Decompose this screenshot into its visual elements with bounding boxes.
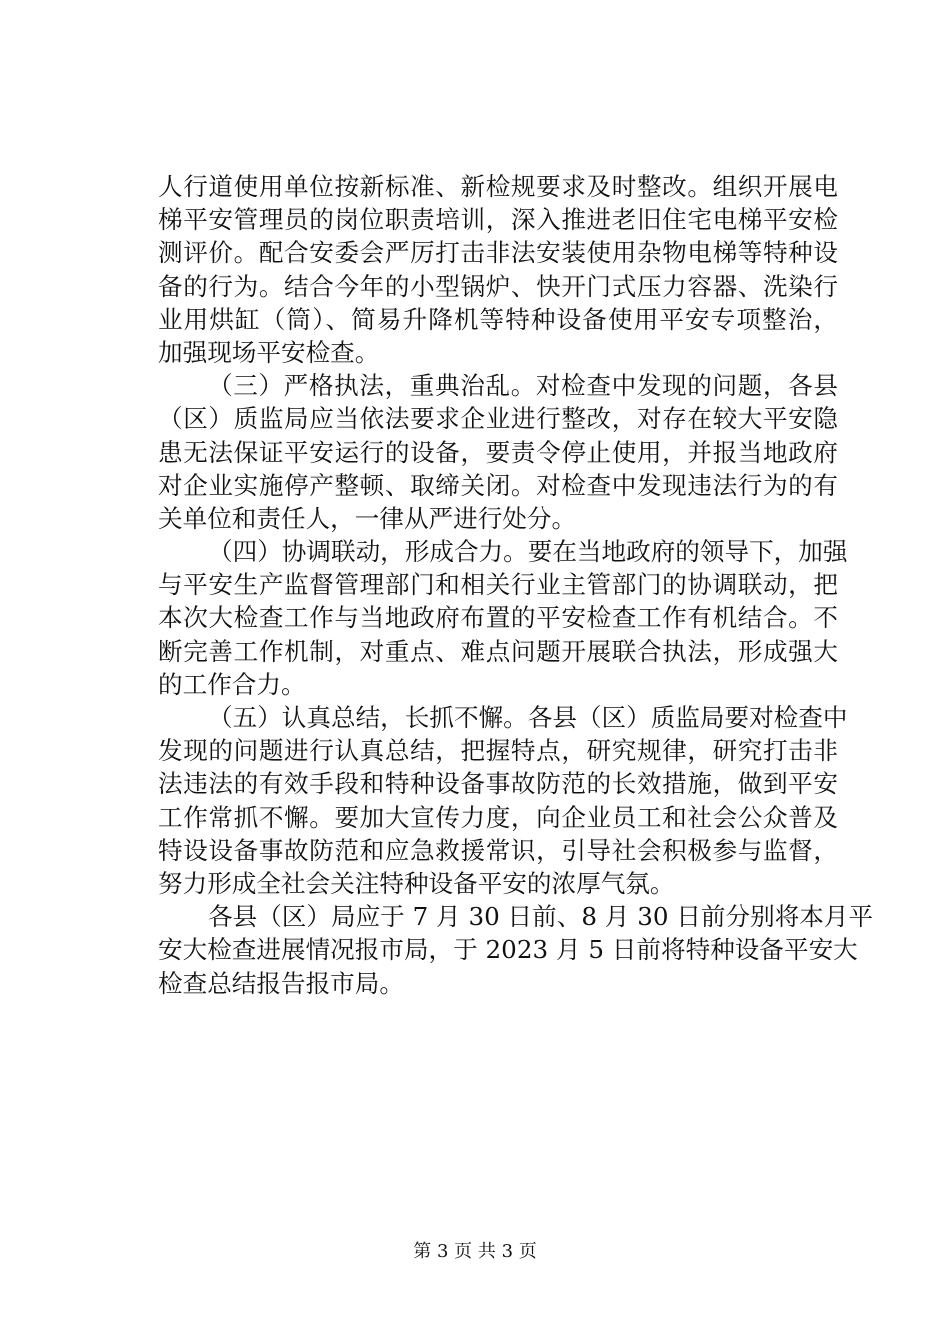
text-line: 业用烘缸（筒）、简易升降机等特种设备使用平安专项整治， (158, 304, 838, 334)
text-line: 努力形成全社会关注特种设备平安的浓厚气氛。 (158, 868, 675, 898)
page-number-footer: 第 3 页 共 3 页 (413, 1241, 537, 1262)
text-line: 的工作合力。 (158, 669, 306, 699)
text-line: 患无法保证平安运行的设备，要责令停止使用，并报当地政府 (158, 437, 838, 467)
text-line: 人行道使用单位按新标准、新检规要求及时整改。组织开展电 (158, 172, 838, 201)
text-line: 对企业实施停产整顿、取缔关闭。对检查中发现违法行为的有 (158, 470, 838, 500)
text-line: 与平安生产监督管理部门和相关行业主管部门的协调联动，把 (158, 570, 838, 600)
text-line: 法违法的有效手段和特种设备事故防范的长效措施，做到平安 (158, 769, 838, 799)
text-line: 梯平安管理员的岗位职责培训，深入推进老旧住宅电梯平安检 (158, 205, 838, 235)
document-body (158, 170, 874, 1000)
text-line: 本次大检查工作与当地政府布置的平安检查工作有机结合。不 (158, 603, 838, 633)
text-line: 关单位和责任人，一律从严进行处分。 (158, 503, 577, 533)
text-line: 测评价。配合安委会严厉打击非法安装使用杂物电梯等特种设 (158, 238, 838, 268)
text-line: 检查总结报告报市局。 (158, 968, 404, 998)
text-line: 特设设备事故防范和应急救援常识，引导社会积极参与监督， (158, 835, 838, 865)
text-line: 备的行为。结合今年的小型锅炉、快开门式压力容器、洗染行 (158, 271, 838, 301)
text-line: 安大检查进展情况报市局，于 2023 月 5 日前将特种设备平安大 (158, 935, 858, 965)
text-line: 断完善工作机制，对重点、难点问题开展联合执法，形成强大 (158, 636, 838, 666)
text-line: 发现的问题进行认真总结，把握特点，研究规律，研究打击非 (158, 736, 838, 766)
text-line: （四）协调联动，形成合力。要在当地政府的领导下，加强 (208, 537, 848, 567)
text-line: 工作常抓不懈。要加大宣传力度，向企业员工和社会公众普及 (158, 802, 838, 832)
text-line: （三）严格执法，重典治乱。对检查中发现的问题，各县 (208, 371, 838, 401)
text-line: （五）认真总结，长抓不懈。各县（区）质监局要对检查中 (208, 703, 848, 732)
text-line: 各县（区）局应于 7 月 30 日前、8 月 30 日前分别将本月平 (208, 902, 874, 932)
text-line: （区）质监局应当依法要求企业进行整改，对存在较大平安隐 (158, 404, 838, 434)
text-line: 加强现场平安检查。 (158, 337, 380, 367)
